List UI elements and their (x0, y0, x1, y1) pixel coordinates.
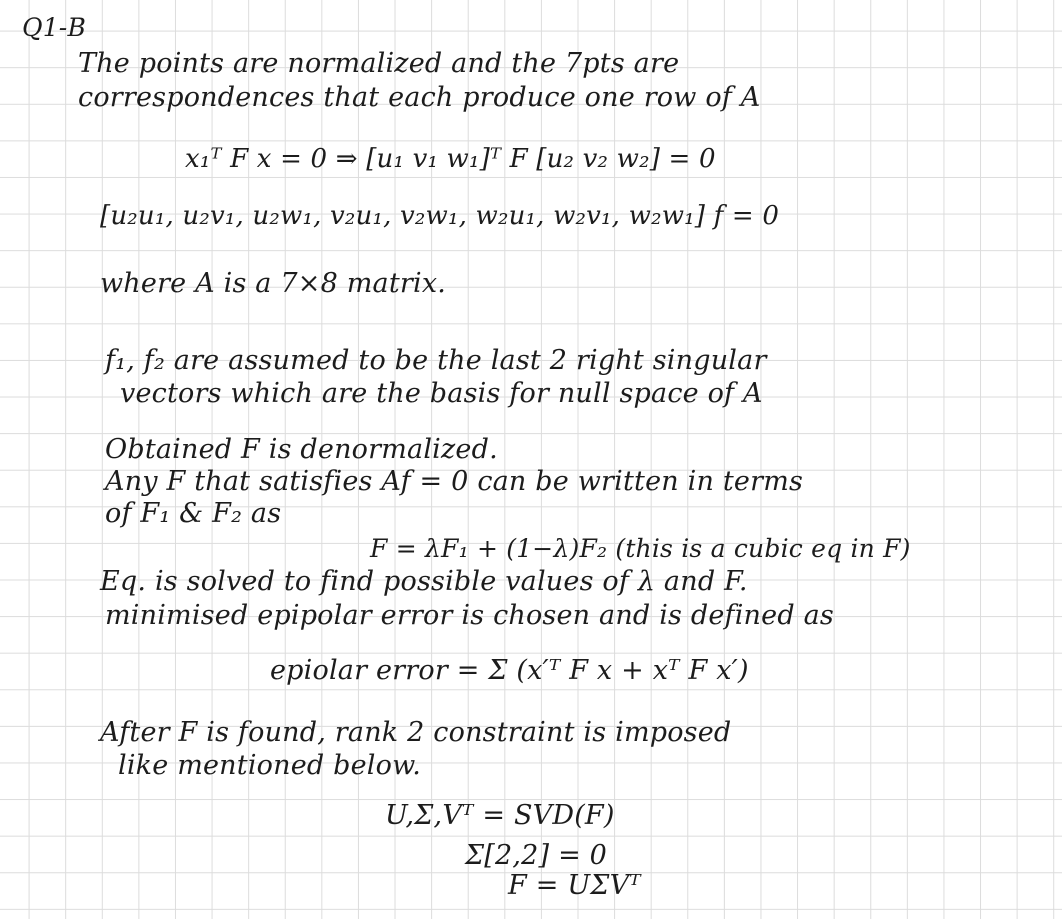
equation-svd: U,Σ,Vᵀ = SVD(F) (385, 800, 615, 831)
note-line-matrix-size: where A is a 7×8 matrix. (100, 268, 447, 299)
note-line-terms: of F₁ & F₂ as (105, 498, 282, 529)
note-line-singular-vectors-1: f₁, f₂ are assumed to be the last 2 right singular (105, 345, 767, 376)
note-line-rank2: After F is found, rank 2 constraint is imposed (100, 717, 732, 748)
equation-epipolar-constraint: x₁ᵀ F x = 0 ⇒ [u₁ v₁ w₁]ᵀ F [u₂ v₂ w₂] = 0 (185, 144, 716, 174)
note-line-denormalized: Obtained F is denormalized. (105, 434, 498, 465)
note-line-mentioned: like mentioned below. (118, 750, 421, 781)
note-line-any-f: Any F that satisfies Af = 0 can be written in terms (105, 466, 804, 497)
note-heading: Q1-B (22, 13, 87, 42)
note-line-minimised-error: minimised epipolar error is chosen and is defined as (105, 600, 834, 631)
equation-row-of-a: [u₂u₁, u₂v₁, u₂w₁, v₂u₁, v₂w₁, w₂u₁, w₂v₁, w₂w₁] f = 0 (100, 201, 780, 231)
note-line-singular-vectors-2: vectors which are the basis for null space of A (120, 378, 763, 409)
equation-lambda-combination: F = λF₁ + (1−λ)F₂ (this is a cubic eq in F) (370, 534, 911, 563)
equation-reconstruct-f: F = UΣVᵀ (508, 870, 641, 901)
equation-epipolar-error: epiolar error = Σ (x′ᵀ F x + xᵀ F x′) (270, 655, 749, 686)
note-line-solve: Eq. is solved to find possible values of λ and F. (100, 566, 748, 597)
note-line-2: correspondences that each produce one row of A (78, 82, 761, 113)
note-line-1: The points are normalized and the 7pts are (78, 48, 680, 79)
equation-sigma-zero: Σ[2,2] = 0 (465, 840, 608, 871)
